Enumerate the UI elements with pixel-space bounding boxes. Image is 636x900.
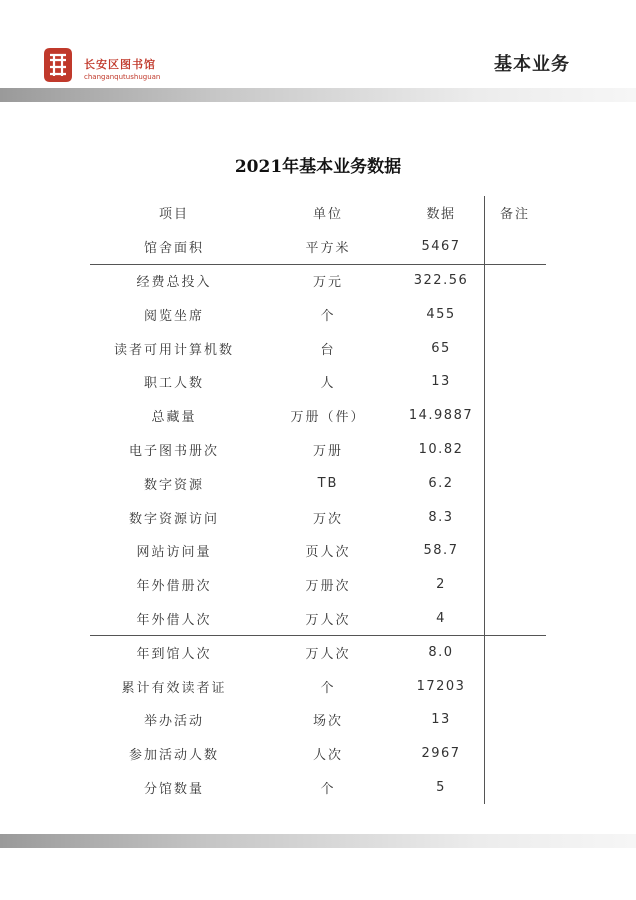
row-unit-cell: 万册（件） [290, 410, 366, 426]
header-divider-bar [0, 88, 636, 102]
table-row [90, 500, 546, 534]
row-item-cell: 阅览坐席 [143, 308, 204, 324]
table-row [90, 534, 546, 568]
row-value-cell: 455 [426, 306, 456, 322]
row-unit-cell: 万次 [312, 511, 343, 527]
row-value-cell: 322.56 [413, 272, 469, 288]
table-row [90, 703, 546, 737]
row-unit-cell: TB [317, 475, 339, 491]
row-unit-cell: 万册次 [305, 579, 351, 595]
table-body [90, 230, 546, 805]
document-title: 2021年基本业务数据 [234, 157, 402, 177]
table-row [90, 433, 546, 467]
row-value-cell: 8.0 [428, 644, 454, 660]
column-header-note: 备注 [499, 207, 530, 223]
table-row [90, 737, 546, 771]
table-row [90, 264, 546, 298]
row-value-cell: 2967 [421, 746, 461, 762]
row-value-cell: 5 [436, 779, 446, 795]
column-divider [484, 196, 485, 804]
table-row [90, 297, 546, 331]
row-value-cell: 5467 [421, 239, 461, 255]
row-item-cell: 网站访问量 [136, 545, 212, 561]
table-row [90, 568, 546, 602]
row-value-cell: 2 [436, 577, 446, 593]
row-unit-cell: 个 [320, 680, 336, 696]
library-seal-icon [40, 46, 76, 84]
row-item-cell: 职工人数 [143, 376, 204, 392]
table-row [90, 466, 546, 500]
column-header-value: 数据 [426, 207, 456, 223]
row-item-cell: 参加活动人数 [128, 748, 219, 764]
page-header [0, 0, 636, 104]
row-value-cell: 6.2 [428, 475, 454, 491]
row-item-cell: 举办活动 [143, 714, 204, 730]
row-value-cell: 13 [431, 712, 451, 728]
row-value-cell: 13 [431, 374, 451, 390]
table-row [90, 771, 546, 805]
table-row [90, 399, 546, 433]
row-unit-cell: 页人次 [305, 545, 351, 561]
section-title: 基本业务 [494, 54, 570, 75]
row-unit-cell: 平方米 [305, 241, 351, 257]
row-value-cell: 10.82 [418, 441, 464, 457]
table-row [90, 635, 546, 669]
row-unit-cell: 个 [320, 308, 336, 324]
row-item-cell: 分馆数量 [143, 781, 204, 797]
row-unit-cell: 个 [320, 781, 336, 797]
row-value-cell: 14.9887 [408, 408, 474, 424]
table-row [90, 331, 546, 365]
row-item-cell: 年外借册次 [136, 579, 212, 595]
row-item-cell: 经费总投入 [136, 274, 212, 290]
row-unit-cell: 万人次 [305, 612, 351, 628]
row-value-cell: 17203 [416, 678, 466, 694]
row-item-cell: 电子图书册次 [128, 443, 219, 459]
row-unit-cell: 人 [320, 376, 336, 392]
table-row [90, 365, 546, 399]
row-item-cell: 数字资源访问 [128, 511, 219, 527]
column-header-unit: 单位 [312, 207, 343, 223]
row-value-cell: 4 [436, 610, 446, 626]
brand-name: 长安区图书馆 [84, 58, 156, 71]
column-header-item: 项目 [158, 207, 189, 223]
table-rule [90, 635, 546, 636]
row-unit-cell: 台 [320, 342, 336, 358]
row-unit-cell: 万元 [312, 274, 343, 290]
table-header-row [90, 196, 546, 230]
footer-divider-bar [0, 834, 636, 848]
row-item-cell: 年外借人次 [136, 612, 212, 628]
row-value-cell: 8.3 [428, 509, 454, 525]
table-row [90, 230, 546, 264]
row-item-cell: 数字资源 [143, 477, 204, 493]
row-value-cell: 65 [431, 340, 451, 356]
row-item-cell: 总藏量 [151, 410, 197, 426]
row-item-cell: 累计有效读者证 [121, 680, 227, 696]
table-rule [90, 264, 546, 265]
brand-subtitle: changanqutushuguan [84, 73, 161, 81]
business-data-table [90, 196, 546, 804]
row-unit-cell: 万册 [312, 443, 343, 459]
row-item-cell: 年到馆人次 [136, 646, 212, 662]
row-item-cell: 馆舍面积 [143, 241, 204, 257]
row-item-cell: 读者可用计算机数 [113, 342, 234, 358]
table-row [90, 602, 546, 636]
library-brand [84, 56, 160, 81]
row-unit-cell: 万人次 [305, 646, 351, 662]
row-unit-cell: 人次 [312, 748, 343, 764]
row-value-cell: 58.7 [423, 543, 459, 559]
row-unit-cell: 场次 [312, 714, 343, 730]
table-row [90, 669, 546, 703]
